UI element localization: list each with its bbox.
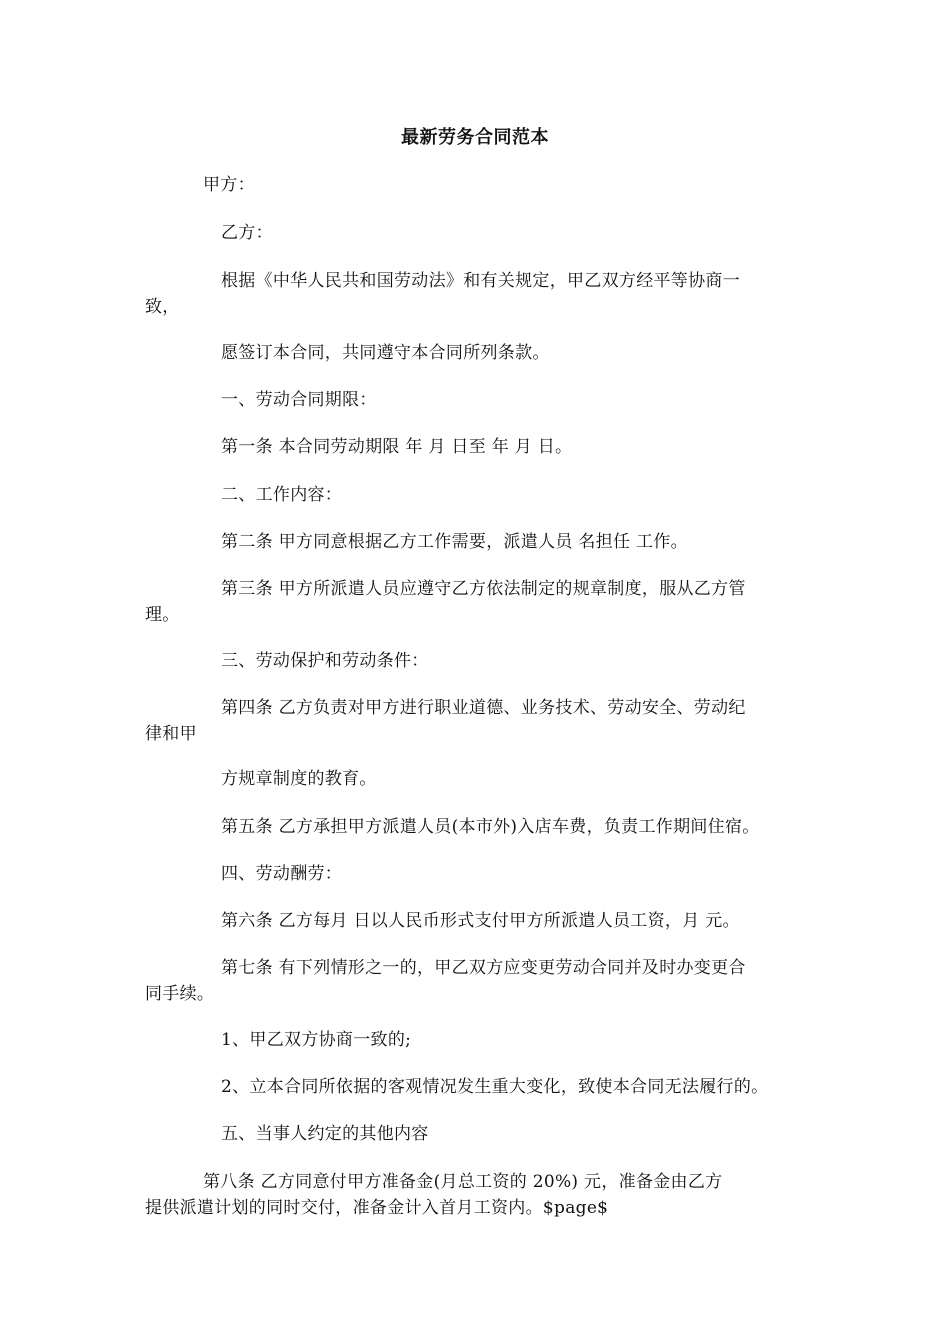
section-heading xyxy=(145,861,825,887)
paragraph-line: 四、劳动酬劳： xyxy=(221,864,343,884)
party-b-line xyxy=(145,220,825,246)
paragraph-line: 方规章制度的教育。 xyxy=(221,769,377,789)
paragraph-line: 同手续。 xyxy=(145,984,215,1004)
paragraph-line: 乙方： xyxy=(221,223,273,243)
paragraph-line: 第二条 甲方同意根据乙方工作需要，派遣人员 名担任 工作。 xyxy=(221,532,688,552)
section-heading xyxy=(145,387,825,413)
paragraph-line: 提供派遣计划的同时交付，准备金计入首月工资内。$page$ xyxy=(145,1198,609,1218)
agreement-paragraph xyxy=(145,340,825,366)
paragraph-line: 一、劳动合同期限： xyxy=(221,390,377,410)
article-paragraph xyxy=(145,766,825,792)
paragraph-line: 根据《中华人民共和国劳动法》和有关规定，甲乙双方经平等协商一 xyxy=(221,271,740,291)
paragraph-line: 1、甲乙双方协商一致的; xyxy=(221,1030,412,1050)
paragraph-line: 二、工作内容： xyxy=(221,485,343,505)
list-item xyxy=(145,1074,825,1100)
preamble-paragraph xyxy=(145,268,825,320)
paragraph-line: 理。 xyxy=(145,605,180,625)
article-paragraph xyxy=(145,576,825,628)
paragraph-line: 第五条 乙方承担甲方派遣人员(本市外)入店车费，负责工作期间住宿。 xyxy=(221,817,760,837)
paragraph-line: 致， xyxy=(145,297,180,317)
paragraph-line: 三、劳动保护和劳动条件： xyxy=(221,651,429,671)
article-paragraph xyxy=(145,814,825,840)
article-paragraph xyxy=(145,434,825,460)
article-paragraph xyxy=(145,529,825,555)
section-heading xyxy=(145,648,825,674)
paragraph-line: 愿签订本合同，共同遵守本合同所列条款。 xyxy=(221,343,550,363)
paragraph-line: 第三条 甲方所派遣人员应遵守乙方依法制定的规章制度，服从乙方管 xyxy=(221,579,746,599)
article-paragraph xyxy=(145,1169,825,1221)
party-a-line xyxy=(145,172,825,198)
paragraph-line: 律和甲 xyxy=(145,724,197,744)
paragraph-line: 第八条 乙方同意付甲方准备金(月总工资的 20%) 元，准备金由乙方 xyxy=(203,1172,723,1192)
article-paragraph xyxy=(145,908,825,934)
section-heading xyxy=(145,1121,825,1147)
section-heading xyxy=(145,482,825,508)
paragraph-line: 五、当事人约定的其他内容 xyxy=(221,1124,429,1144)
article-paragraph xyxy=(145,955,825,1007)
paragraph-line: 第七条 有下列情形之一的，甲乙双方应变更劳动合同并及时办变更合 xyxy=(221,958,746,978)
paragraph-line: 甲方： xyxy=(203,175,255,195)
article-paragraph xyxy=(145,695,825,747)
paragraph-line: 2、立本合同所依据的客观情况发生重大变化，致使本合同无法履行的。 xyxy=(221,1077,769,1097)
paragraph-line: 第四条 乙方负责对甲方进行职业道德、业务技术、劳动安全、劳动纪 xyxy=(221,698,746,718)
paragraph-line: 第一条 本合同劳动期限 年 月 日至 年 月 日。 xyxy=(221,437,573,457)
list-item xyxy=(145,1027,825,1053)
document-title: 最新劳务合同范本 xyxy=(401,127,549,148)
paragraph-line: 第六条 乙方每月 日以人民币形式支付甲方所派遣人员工资，月 元。 xyxy=(221,911,740,931)
